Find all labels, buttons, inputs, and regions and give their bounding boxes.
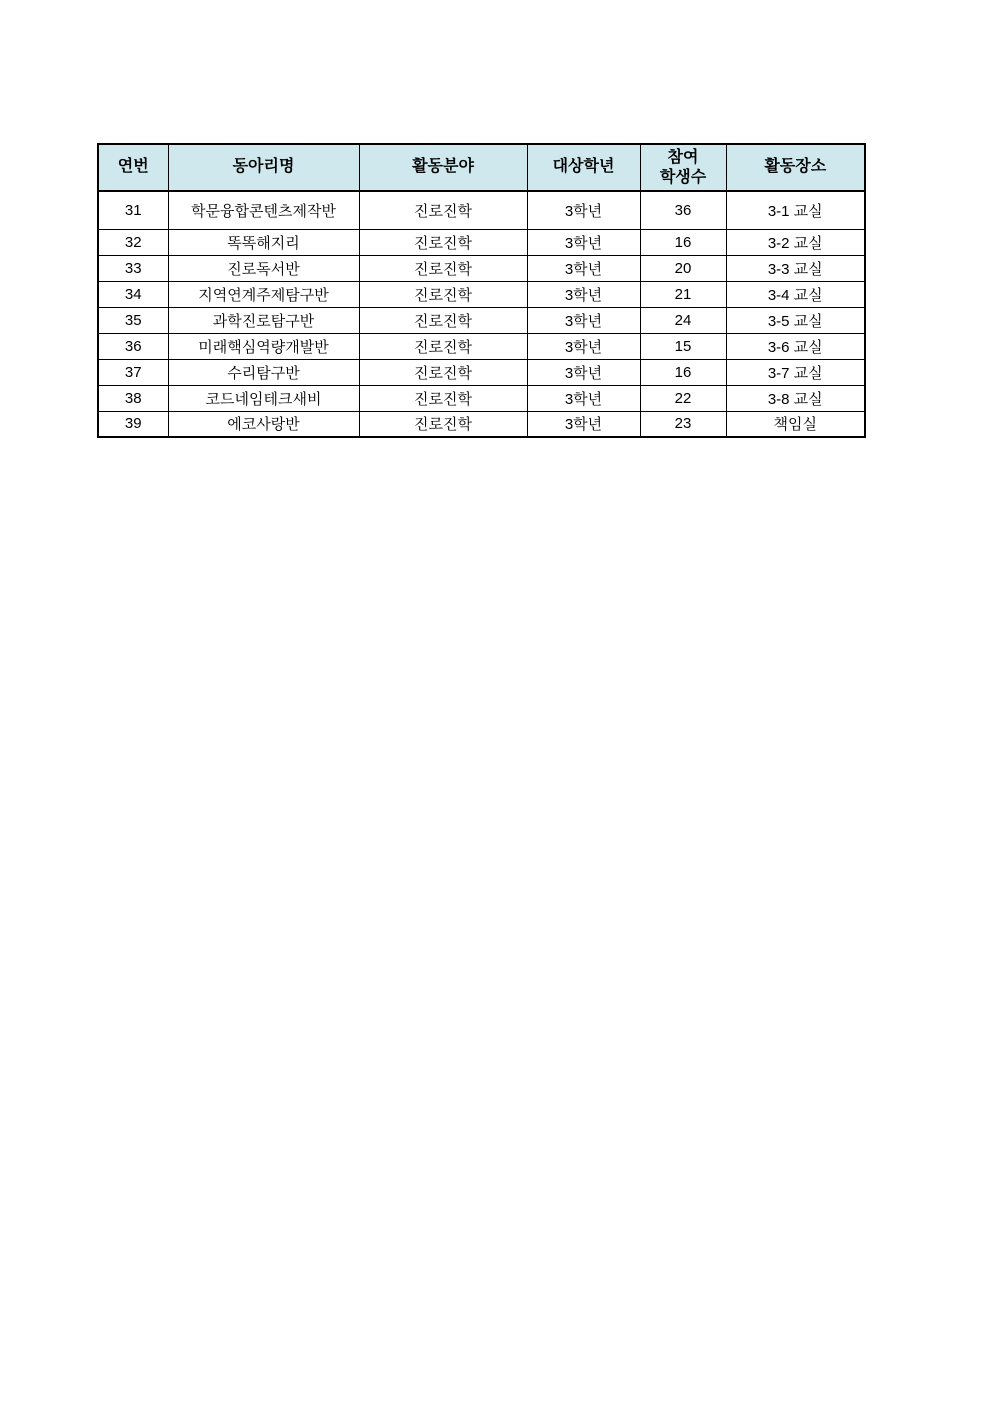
cell-club-name: 똑똑해지리 [168,229,359,255]
cell-activity-place: 책임실 [726,411,865,437]
cell-target-grade: 3학년 [527,255,640,281]
col-header-participants-line2: 학생수 [659,168,707,186]
cell-target-grade: 3학년 [527,229,640,255]
table-row [98,411,865,437]
cell-no: 35 [98,307,168,333]
col-header-club-name: 동아리명 [168,144,359,191]
cell-target-grade: 3학년 [527,307,640,333]
table-row [98,281,865,307]
table-row [98,385,865,411]
table-row [98,229,865,255]
cell-participants: 24 [640,307,726,333]
col-header-no: 연번 [98,144,168,191]
cell-no: 36 [98,333,168,359]
cell-activity-place: 3-7 교실 [726,359,865,385]
col-header-target-grade: 대상학년 [527,144,640,191]
cell-activity-field: 진로진학 [359,255,527,281]
cell-target-grade: 3학년 [527,333,640,359]
col-header-participants-line1: 참여 [667,148,699,166]
cell-participants: 22 [640,385,726,411]
cell-activity-field: 진로진학 [359,385,527,411]
table-row [98,255,865,281]
cell-target-grade: 3학년 [527,385,640,411]
cell-activity-place: 3-4 교실 [726,281,865,307]
table-row [98,333,865,359]
cell-participants: 23 [640,411,726,437]
col-header-participants [640,144,726,191]
cell-activity-field: 진로진학 [359,229,527,255]
cell-participants: 21 [640,281,726,307]
cell-activity-field: 진로진학 [359,281,527,307]
club-activity-table [97,143,866,438]
cell-activity-place: 3-2 교실 [726,229,865,255]
cell-activity-place: 3-6 교실 [726,333,865,359]
cell-participants: 15 [640,333,726,359]
cell-activity-field: 진로진학 [359,359,527,385]
cell-target-grade: 3학년 [527,359,640,385]
cell-activity-place: 3-5 교실 [726,307,865,333]
col-header-activity-field: 활동분야 [359,144,527,191]
cell-no: 33 [98,255,168,281]
cell-activity-field: 진로진학 [359,307,527,333]
table-row [98,307,865,333]
cell-club-name: 에코사랑반 [168,411,359,437]
cell-participants: 16 [640,229,726,255]
cell-participants: 36 [640,191,726,229]
col-header-activity-place: 활동장소 [726,144,865,191]
cell-no: 32 [98,229,168,255]
cell-no: 38 [98,385,168,411]
cell-no: 34 [98,281,168,307]
cell-no: 37 [98,359,168,385]
cell-target-grade: 3학년 [527,191,640,229]
cell-club-name: 과학진로탐구반 [168,307,359,333]
cell-club-name: 코드네임테크새비 [168,385,359,411]
cell-activity-field: 진로진학 [359,191,527,229]
cell-target-grade: 3학년 [527,411,640,437]
cell-no: 39 [98,411,168,437]
cell-target-grade: 3학년 [527,281,640,307]
cell-activity-field: 진로진학 [359,411,527,437]
table-header-row [98,144,865,191]
cell-activity-place: 3-8 교실 [726,385,865,411]
cell-no: 31 [98,191,168,229]
cell-club-name: 수리탐구반 [168,359,359,385]
table-row [98,359,865,385]
cell-club-name: 미래핵심역량개발반 [168,333,359,359]
cell-club-name: 진로독서반 [168,255,359,281]
cell-activity-place: 3-1 교실 [726,191,865,229]
cell-club-name: 지역연계주제탐구반 [168,281,359,307]
cell-activity-place: 3-3 교실 [726,255,865,281]
cell-participants: 20 [640,255,726,281]
cell-activity-field: 진로진학 [359,333,527,359]
cell-club-name: 학문융합콘텐츠제작반 [168,191,359,229]
cell-participants: 16 [640,359,726,385]
table-row [98,191,865,229]
